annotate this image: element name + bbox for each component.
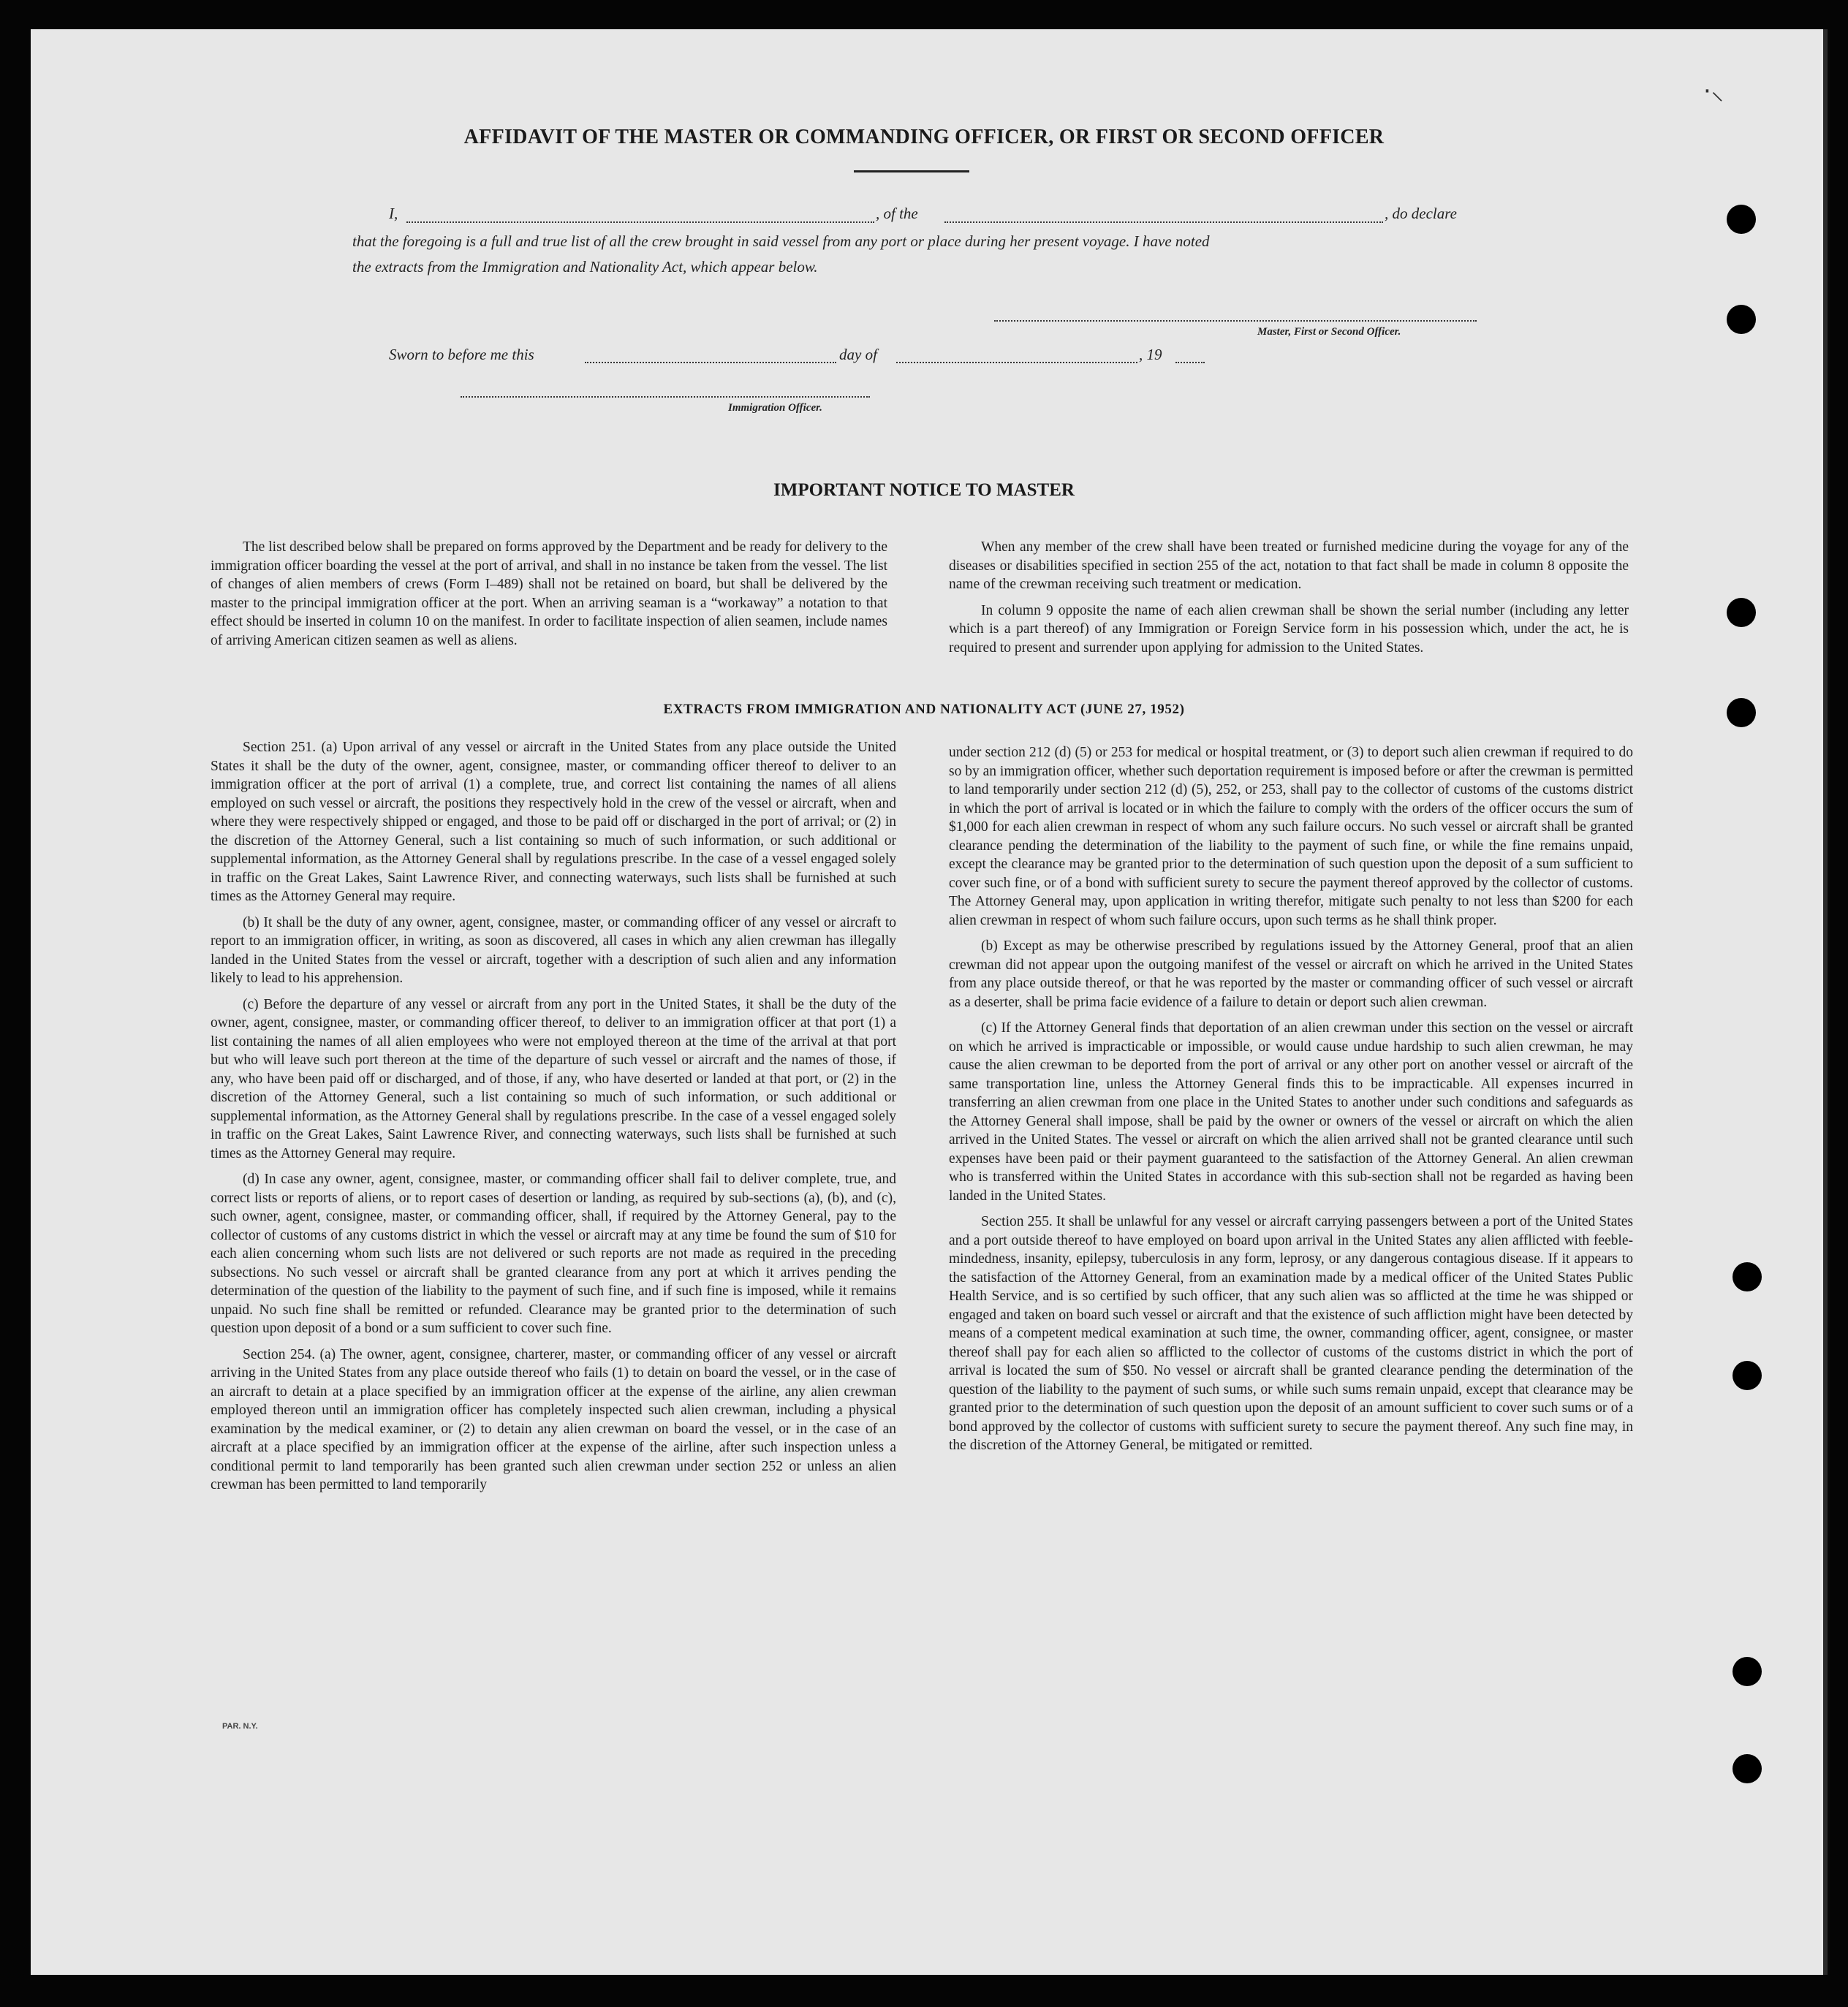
year-label: , 19 — [1139, 346, 1162, 363]
do-declare-label: , do declare — [1385, 205, 1457, 222]
punch-hole — [1732, 1262, 1762, 1291]
of-the-label: , of the — [876, 205, 918, 222]
day-of-label: day of — [839, 346, 877, 363]
declaration-line-3: the extracts from the Immigration and Nationality Act, which appear below. — [352, 258, 818, 276]
extract-paragraph: (d) In case any owner, agent, consignee, master, or commanding officer shall fail to deliver complete, true, and correct lists or reports of aliens, or to report cases of desertion or landing, as required by sub-sections (a), (b), and (c), such owner, agent, consignee, master, or commanding officer, shall, if required by the Attorney General, pay to the collector of customs of any customs district in which the vessel or aircraft may at any time be found the sum of $10 for each alien concerning whom such lists are not delivered or such reports are not made as required in the preceding subsections. No such vessel or aircraft shall be granted clearance from any port at which it arrives pending the determination of the question of the liability to the payment of such fine, and if such fine is imposed, while it remains unpaid. No such fine shall be remitted or refunded. Clearance may be granted prior to the determination of such question upon deposit of a bond or a sum sufficient to cover such fine. — [211, 1172, 896, 1336]
extract-paragraph: Section 255. It shall be unlawful for any vessel or aircraft carrying passengers between a port of the United States and a port outside thereof to have employed on board upon arrival in the United States any alien afflicted with feeble-mindedness, insanity, epilepsy, tuberculosis in any form, leprosy, or any dangerous contagious disease. If it appears to the satisfaction of the Attorney General, from an examination made by a medical officer of the United States Public Health Service, and is so certified by such officer, that any such alien was so afflicted at the time he was shipped or engaged and taken on board such vessel or aircraft and that the existence of such affliction might have been detected by means of a competent medical examination at such time, the owner, commanding officer, agent, consignee, or master thereof shall pay for each alien so afflicted to the collector of customs of the customs district in which the port of arrival is located the sum of $50. No vessel or aircraft shall be granted clearance pending the determination of the question of the liability to the payment of such sums, or while such sums remain unpaid, except that clearance may be granted prior to the determination of such question upon the deposit of an amount sufficient to cover such sums or of a bond approved by the collector of customs with sufficient surety to secure the payment thereof. Any such fine may, in the discretion of the Attorney General, be mitigated or remitted. — [949, 1214, 1633, 1453]
extracts-right-column — [949, 743, 1633, 1462]
sworn-label: Sworn to before me this — [389, 346, 534, 363]
punch-hole — [1732, 1657, 1762, 1686]
notice-left-column — [211, 538, 887, 657]
master-signature-label: Master, First or Second Officer. — [1257, 326, 1401, 338]
extracts-left-column — [211, 738, 896, 1502]
corner-mark: ·⸜ — [1703, 77, 1724, 106]
master-signature-field[interactable] — [994, 320, 1477, 322]
sworn-day-field[interactable] — [585, 362, 836, 363]
notice-paragraph: In column 9 opposite the name of each alien crewman shall be shown the serial number (including any letter which is a part thereof) of any Immigration or Foreign Service form in his possession which, under the act, he is required to present and surrender upon applying for admission to the United States. — [949, 602, 1629, 656]
name-field[interactable] — [406, 221, 874, 223]
page-edge — [1823, 29, 1828, 1975]
extract-paragraph: (c) If the Attorney General finds that deportation of an alien crewman under this section on the vessel or aircraft on which he arrived is impracticable or impossible, or would cause undue hardship to such alien crewman, he may cause the alien crewman to be deported from the port of arrival or any other port on another vessel or aircraft of the same transportation line, unless the Attorney General finds this to be impracticable. All expenses incurred in transferring an alien crewman from one place in the United States to another under such conditions and safeguards as the Attorney General shall impose, shall be paid by the owner or owners of the vessel or aircraft on which the alien arrived in the United States. The vessel or aircraft on which the alien arrived shall not be granted clearance until such expenses have been paid or their payment guaranteed to the satisfaction of the Attorney General. An alien crewman who is transferred within the United States in accordance with this sub-section shall not be regarded as having been landed in the United States. — [949, 1020, 1633, 1204]
extract-paragraph: (b) Except as may be otherwise prescribed by regulations issued by the Attorney General, proof that an alien crewman did not appear upon the outgoing manifest of the vessel or aircraft on which he arrived in the United States from any place outside thereof, or that he was reported by the master or commanding officer of such vessel or aircraft as a deserter, shall be prima facie evidence of a failure to detain or deport such alien crewman. — [949, 938, 1633, 1010]
extract-paragraph: Section 251. (a) Upon arrival of any vessel or aircraft in the United States from any place outside the United States it shall be the duty of the owner, agent, consignee, master, or commanding officer thereof to deliver to an immigration officer at the port of arrival (1) a complete, true, and correct list containing the names of all aliens employed on such vessel or aircraft, the positions they respectively hold in the crew of the vessel or aircraft, when and where they were respectively shipped or engaged, and those to be paid off or discharged in the port of arrival; or (2) in the discretion of the Attorney General, such a list containing so much of such information, or such additional or supplemental information, as the Attorney General shall by regulations prescribe. In the case of a vessel engaged solely in traffic on the Great Lakes, Saint Lawrence River, and connecting waterways, such lists shall be furnished at such times as the Attorney General may require. — [211, 740, 896, 904]
extract-paragraph: (c) Before the departure of any vessel or aircraft from any port in the United States, it shall be the duty of the owner, agent, consignee, master, or commanding officer thereof, to deliver to an immigration officer at that port (1) a list containing the names of all alien employees who were not employed thereon at the time of the arrival at that port but who will leave such port thereon at the time of the departure of such vessel or aircraft and the names of those, if any, who have been paid off or discharged, and of those, if any, who have deserted or landed at that port, or (2) in the discretion of the Attorney General, such a list containing so much of such information, or such additional or supplemental information, as the Attorney General shall by regulations prescribe. In the case of a vessel engaged solely in traffic on the Great Lakes, Saint Lawrence River, and connecting waterways, such lists shall be furnished at such times as the Attorney General may require. — [211, 996, 896, 1161]
printer-mark: PAR. N.Y. — [222, 1722, 258, 1731]
notice-paragraph: When any member of the crew shall have been treated or furnished medicine during the voyage for any of the diseases or disabilities specified in section 255 of the act, notation to that fact shall be made in column 8 opposite the name of the crewman receiving such treatment or medication. — [949, 539, 1629, 592]
officer-signature-field[interactable] — [461, 396, 870, 398]
punch-hole — [1732, 1754, 1762, 1783]
punch-hole — [1727, 598, 1756, 627]
declaration-line-2: that the foregoing is a full and true list of all the crew brought in said vessel from any port or place during her present voyage. I have noted — [352, 232, 1210, 250]
punch-hole — [1727, 205, 1756, 234]
extract-paragraph: Section 254. (a) The owner, agent, consignee, charterer, master, or commanding officer of any vessel or aircraft arriving in the United States from any place outside thereof who fails (1) to detain on board the vessel, or in the case of an aircraft to detain at a place specified by an immigration officer at the expense of the airline, any alien crewman employed thereon until an immigration officer has completely inspected such alien crewman, including a physical examination by the medical examiner, or (2) to detain any alien crewman on board the vessel, or in the case of an aircraft at a place specified by an immigration officer at the expense of the airline, after such inspection unless a conditional permit to land temporarily has been granted such alien crewman under section 252 or unless an alien crewman has been permitted to land temporarily — [211, 1346, 896, 1492]
notice-title: IMPORTANT NOTICE TO MASTER — [773, 480, 1075, 500]
sworn-month-field[interactable] — [896, 362, 1137, 363]
vessel-field[interactable] — [944, 221, 1383, 223]
extract-paragraph: (b) It shall be the duty of any owner, agent, consignee, master, or commanding officer of any vessel or aircraft to report to an immigration officer, in writing, as soon as discovered, all cases in which any alien crewman has illegally landed in the United States from the vessel or aircraft, together with a description of such alien and any information likely to lead to his apprehension. — [211, 914, 896, 986]
punch-hole — [1727, 305, 1756, 334]
title-rule — [854, 170, 969, 172]
punch-hole — [1732, 1361, 1762, 1390]
notice-paragraph: The list described below shall be prepared on forms approved by the Department and be ready for delivery to the immigration officer boarding the vessel at the port of arrival, and shall in no instance be taken from the vessel. The list of changes of alien members of crews (Form I–489) shall not be retained on board, but shall be delivered by the master to the principal immigration officer at the port. When an arriving seaman is a “workaway” a notation to that effect should be inserted in column 10 on the manifest. In order to facilitate inspection of alien seamen, include names of arriving American citizen seamen as well as aliens. — [211, 539, 887, 648]
officer-signature-label: Immigration Officer. — [728, 402, 822, 414]
sworn-year-field[interactable] — [1175, 362, 1205, 363]
extract-paragraph: under section 212 (d) (5) or 253 for medical or hospital treatment, or (3) to deport such alien crewman if required to do so by an immigration officer, whether such deportation requirement is imposed before or after the crewman is permitted to land temporarily under section 212 (d) (5), 252, or 253, shall pay to the collector of customs of the customs district in which the port of arrival is located or in which the failure to comply with the orders of the officer occurs the sum of $1,000 for each alien crewman in respect of whom any such failure occurs. No such vessel or aircraft shall be granted clearance pending the determination of the liability to the payment of such fine, or while the fine remains unpaid, except the clearance may be granted prior to the determination of such question upon the deposit of a sum sufficient to cover such fine, or of a bond with sufficient surety to secure the payment thereof approved by the collector of customs. The Attorney General may, upon application in writing therefor, mitigate such penalty to not less than $200 for each alien crewman in respect of whom such failure occurs, upon such terms as he shall think proper. — [949, 745, 1633, 928]
notice-right-column — [949, 538, 1629, 664]
extracts-title: EXTRACTS FROM IMMIGRATION AND NATIONALITY ACT (JUNE 27, 1952) — [663, 702, 1185, 717]
affidavit-title: AFFIDAVIT OF THE MASTER OR COMMANDING OFFICER, OR FIRST OR SECOND OFFICER — [463, 126, 1385, 148]
affidavit-i-label: I, — [389, 205, 398, 222]
